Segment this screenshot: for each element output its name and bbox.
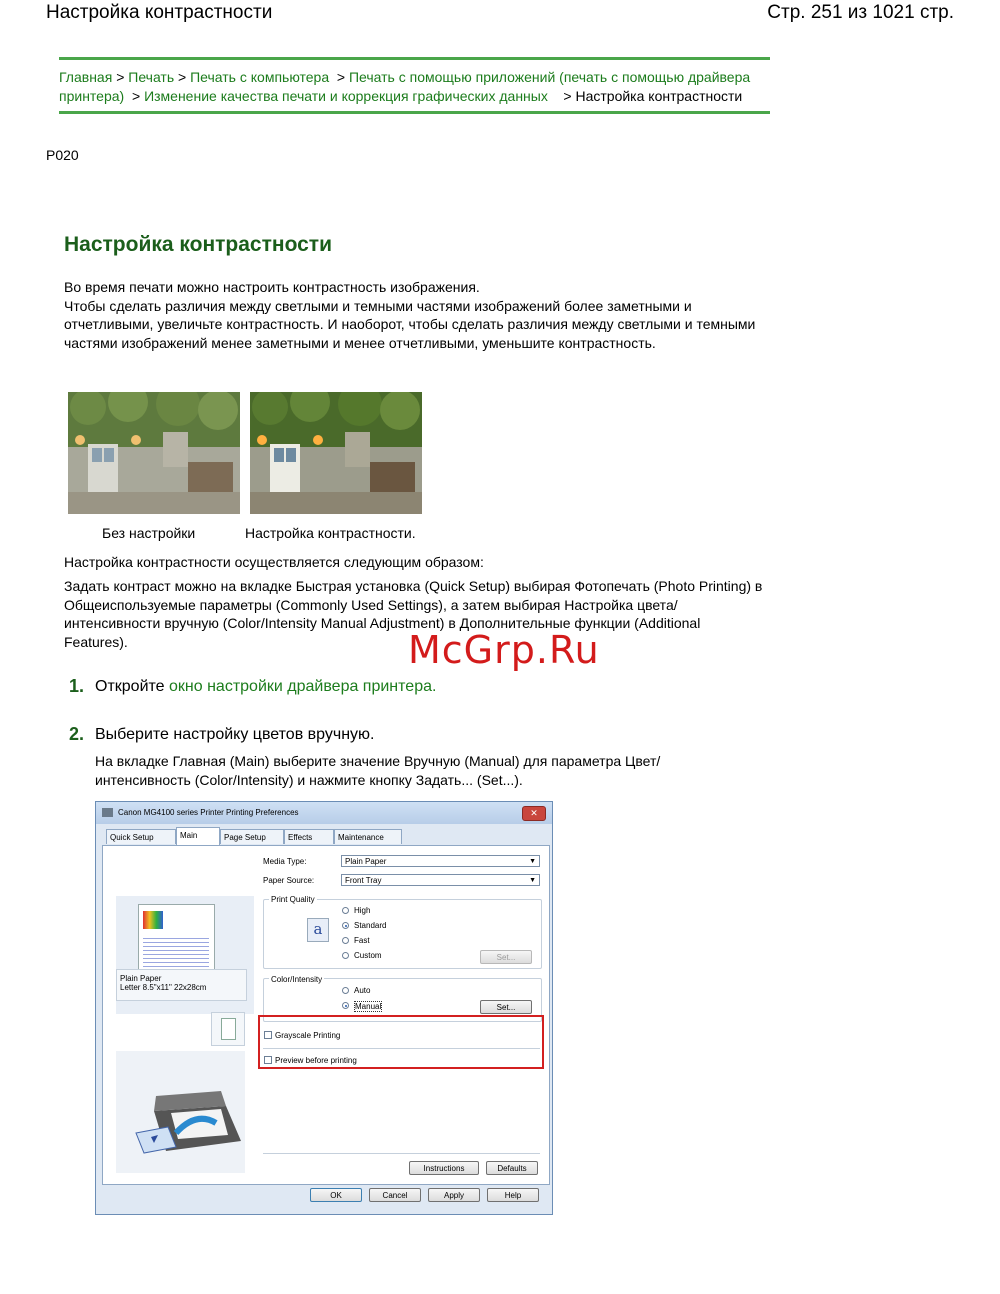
breadcrumb xyxy=(59,57,770,114)
quality-high-label: High xyxy=(354,906,371,915)
tab-effects[interactable]: Effects xyxy=(284,829,334,844)
media-type-select[interactable] xyxy=(341,855,540,867)
printer-illustration xyxy=(116,1051,245,1173)
paper-source-value: Front Tray xyxy=(345,876,382,885)
grayscale-checkbox[interactable] xyxy=(264,1031,272,1039)
paper-source-select[interactable] xyxy=(341,874,540,886)
breadcrumb-separator: > xyxy=(116,69,125,85)
watermark: McGrp.Ru xyxy=(408,628,600,672)
print-quality-label: Print Quality xyxy=(271,895,315,904)
quick-setup-note: Задать контраст можно на вкладке Быстрая установка (Quick Setup) выбирая Фотопечать (Photo Printing) в Общеиспользуемые параметры (Commonly Used Settings), а затем выбирая Настройка цвета/интенсивности вручную (Color/Intensity Manual Adjustment) в Дополнительные функции (Additional Features). xyxy=(64,578,763,650)
intro-paragraph xyxy=(64,278,764,352)
printer-preferences-dialog xyxy=(95,801,553,1215)
preview-checkbox[interactable] xyxy=(264,1056,272,1064)
quality-preview-icon: a xyxy=(307,918,329,942)
paper-info-size: Letter 8.5"x11" 22x28cm xyxy=(120,983,207,992)
step-2-text: Выберите настройку цветов вручную. xyxy=(95,726,375,743)
color-manual-label: Manual xyxy=(355,1002,382,1011)
help-button[interactable]: Help xyxy=(487,1188,539,1202)
step-2-detail: На вкладке Главная (Main) выберите значение Вручную (Manual) для параметра Цвет/интенсивность (Color/Intensity) и нажмите кнопку Задать... (Set...). xyxy=(95,753,661,788)
breadcrumb-current: Настройка контрастности xyxy=(575,87,743,104)
preview-label: Preview before printing xyxy=(275,1056,357,1065)
step-1-number: 1. xyxy=(69,676,85,696)
page-header-title: Настройка контрастности xyxy=(46,2,273,23)
quality-standard-radio[interactable] xyxy=(342,922,349,929)
dialog-titlebar xyxy=(96,802,552,824)
orientation-box xyxy=(211,1012,245,1046)
doc-code: P020 xyxy=(46,147,79,163)
divider xyxy=(263,1153,540,1154)
apply-button[interactable]: Apply xyxy=(428,1188,480,1202)
paper-source-label: Paper Source: xyxy=(263,876,315,885)
breadcrumb-separator: > xyxy=(336,69,346,85)
breadcrumb-separator: > xyxy=(131,87,141,104)
quality-standard-label: Standard xyxy=(354,921,387,930)
breadcrumb-home-link[interactable]: Главная xyxy=(59,69,113,85)
tab-maintenance[interactable]: Maintenance xyxy=(334,829,402,844)
photo-after xyxy=(250,392,422,514)
grayscale-label: Grayscale Printing xyxy=(275,1031,341,1040)
step-1-text xyxy=(95,678,436,696)
tab-quick-setup[interactable]: Quick Setup xyxy=(106,829,176,844)
color-auto-label: Auto xyxy=(354,986,371,995)
close-icon[interactable]: ✕ xyxy=(522,806,546,821)
breadcrumb-separator: > xyxy=(178,69,187,85)
breadcrumb-quality-link[interactable]: Изменение качества печати и коррекция графических данных xyxy=(144,87,548,104)
tab-main[interactable]: Main xyxy=(176,827,220,845)
photo-before xyxy=(68,392,240,514)
tab-page-setup[interactable]: Page Setup xyxy=(220,829,284,844)
instructions-button[interactable]: Instructions xyxy=(409,1161,479,1175)
step-2-number: 2. xyxy=(69,724,85,744)
dialog-title: Canon MG4100 series Printer Printing Preferences xyxy=(118,808,299,817)
quality-fast-radio[interactable] xyxy=(342,937,349,944)
quality-set-button[interactable]: Set... xyxy=(480,950,532,964)
breadcrumb-separator: > xyxy=(563,87,572,104)
color-auto-radio[interactable] xyxy=(342,987,349,994)
color-intensity-label: Color/Intensity xyxy=(271,975,323,984)
procedure-intro: Настройка контрастности осуществляется следующим образом: xyxy=(64,554,484,570)
chevron-down-icon: ▼ xyxy=(529,858,536,865)
printer-icon xyxy=(102,808,113,817)
main-tab-panel xyxy=(102,845,550,1185)
caption-after: Настройка контрастности. xyxy=(245,525,416,541)
driver-settings-link[interactable]: окно настройки драйвера принтера. xyxy=(169,678,437,695)
page-counter: Стр. 251 из 1021 стр. xyxy=(767,2,954,23)
portrait-page-icon xyxy=(221,1018,236,1040)
color-set-button[interactable]: Set... xyxy=(480,1000,532,1014)
paper-info-type: Plain Paper xyxy=(120,974,162,983)
ok-button[interactable]: OK xyxy=(310,1188,362,1202)
intro-line-2: Чтобы сделать различия между светлыми и темными частями изображений более заметными и отчетливыми, увеличьте контрастность. И наоборот, чтобы сделать различия между светлыми и темными частями изображений менее заметными и менее отчетливыми, уменьшите контрастность. xyxy=(64,297,756,351)
article-title: Настройка контрастности xyxy=(64,233,333,256)
media-type-value: Plain Paper xyxy=(345,857,387,866)
breadcrumb-print-link[interactable]: Печать xyxy=(128,69,175,85)
quality-custom-radio[interactable] xyxy=(342,952,349,959)
cancel-button[interactable]: Cancel xyxy=(369,1188,421,1202)
caption-before: Без настройки xyxy=(102,525,196,541)
breadcrumb-print-from-apps-link[interactable]: Печать с помощью приложений (печать с помощью драйвера принтера) xyxy=(59,69,751,104)
quality-custom-label: Custom xyxy=(354,951,382,960)
divider xyxy=(263,1048,540,1049)
intro-line-1: Во время печати можно настроить контрастность изображения. xyxy=(64,279,480,295)
defaults-button[interactable]: Defaults xyxy=(486,1161,538,1175)
quality-high-radio[interactable] xyxy=(342,907,349,914)
color-manual-radio[interactable] xyxy=(342,1002,349,1009)
breadcrumb-print-from-computer-link[interactable]: Печать с компьютера xyxy=(190,69,330,85)
quality-fast-label: Fast xyxy=(354,936,370,945)
paper-info-box xyxy=(116,969,247,1001)
media-type-label: Media Type: xyxy=(263,857,307,866)
step-1-label: Откройте xyxy=(95,678,165,695)
chevron-down-icon: ▼ xyxy=(529,877,536,884)
